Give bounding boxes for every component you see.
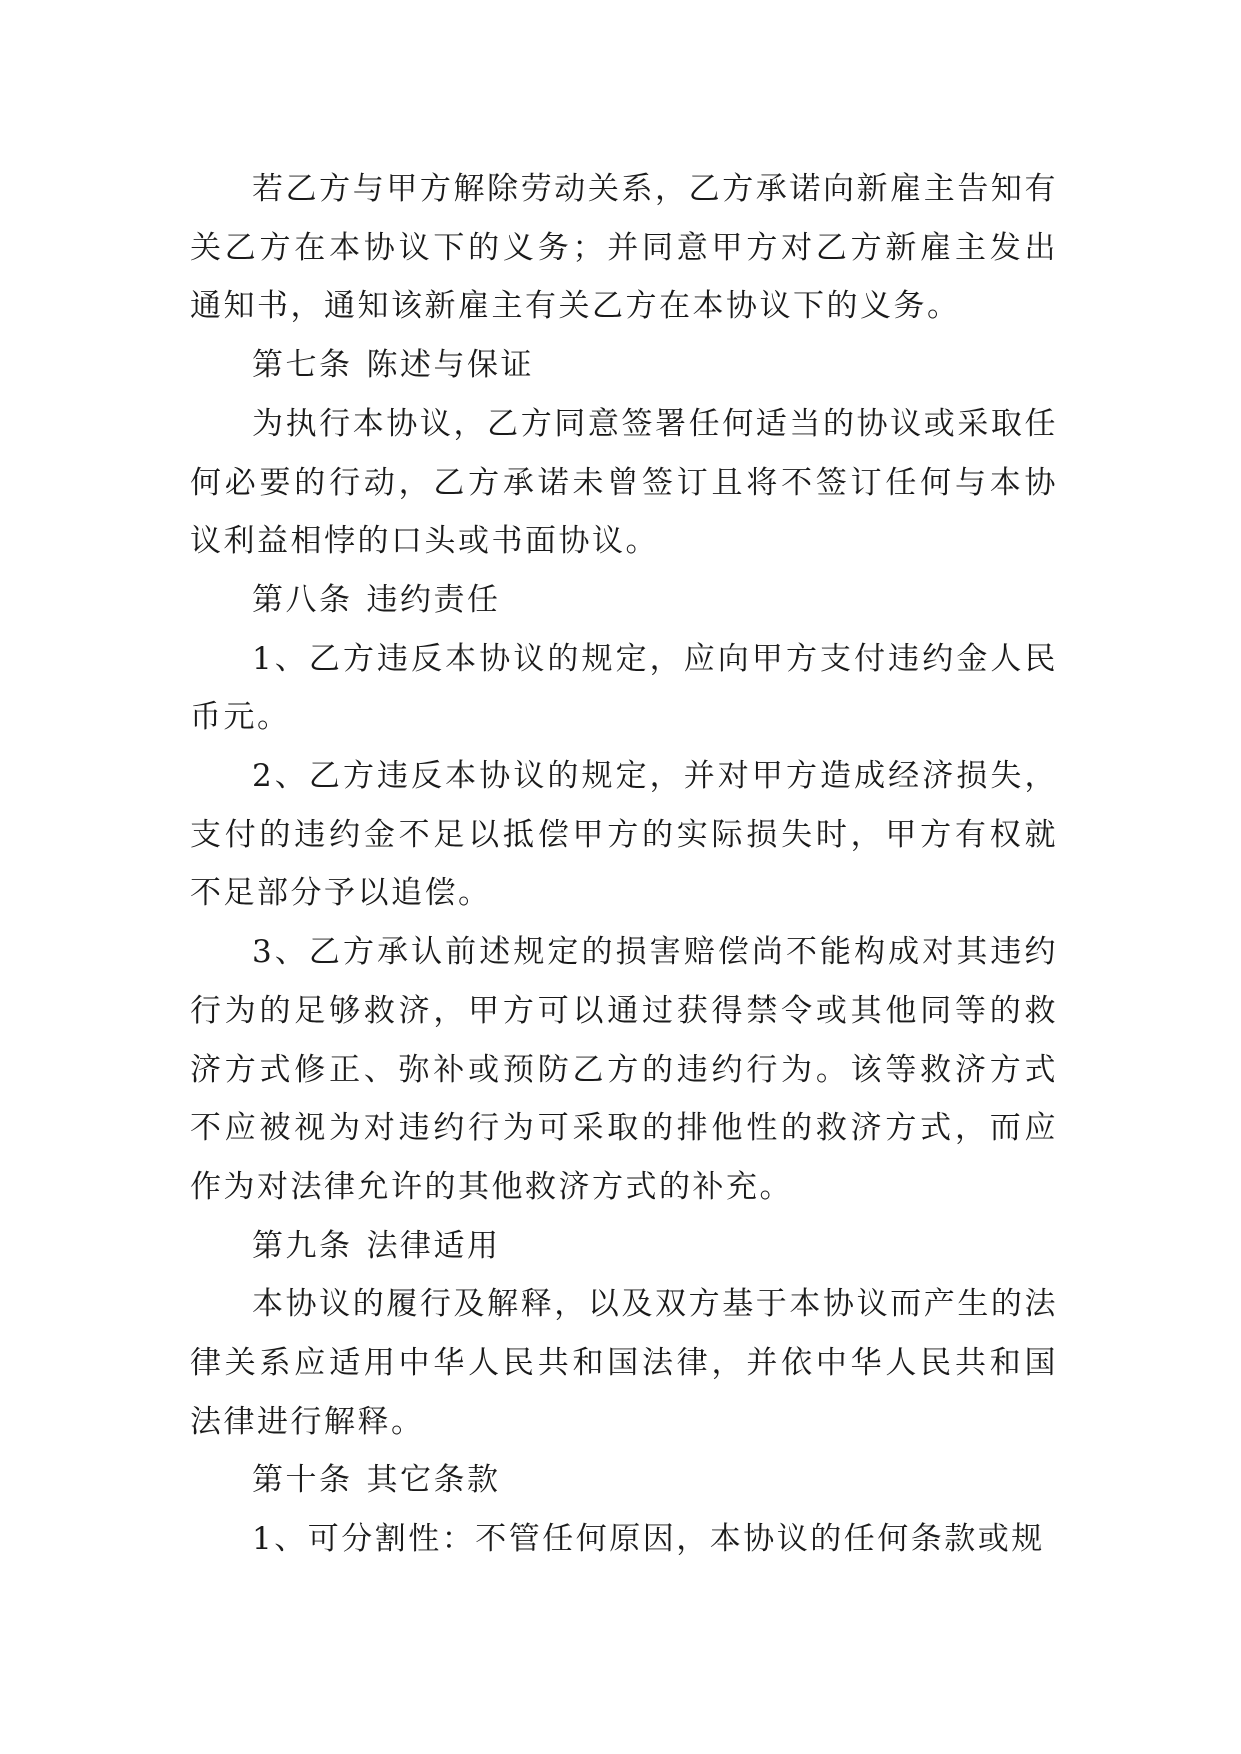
section-title: 其它条款 (366, 1462, 501, 1499)
paragraph: 1、可分割性：不管任何原因，本协议的任何条款或规 (252, 1521, 1045, 1558)
document-body (190, 160, 1058, 1569)
paragraph: 若乙方与甲方解除劳动关系，乙方承诺向新雇主告知有关乙方在本协议下的义务；并同意甲方对乙方新雇主发出通知书，通知该新雇主有关乙方在本协议下的义务。 (190, 171, 1058, 325)
section-number: 第十条 (252, 1462, 353, 1499)
paragraph: 2、乙方违反本协议的规定，并对甲方造成经济损失，支付的违约金不足以抵偿甲方的实际损失时，甲方有权就不足部分予以追偿。 (190, 758, 1058, 912)
paragraph: 为执行本协议，乙方同意签署任何适当的协议或采取任何必要的行动，乙方承诺未曾签订且将不签订任何与本协议利益相悖的口头或书面协议。 (190, 405, 1058, 560)
section-title: 法律适用 (366, 1227, 501, 1264)
section-heading (190, 336, 1058, 395)
section-number: 第九条 (252, 1227, 353, 1264)
section-number: 第七条 (252, 347, 353, 384)
section-number: 第八条 (252, 581, 353, 618)
section-heading (190, 571, 1058, 630)
section-heading (190, 1451, 1058, 1510)
section-title: 违约责任 (366, 581, 501, 618)
section-heading (190, 1217, 1058, 1276)
paragraph: 本协议的履行及解释，以及双方基于本协议而产生的法律关系应适用中华人民共和国法律，并依中华人民共和国法律进行解释。 (190, 1286, 1058, 1440)
paragraph: 3、乙方承认前述规定的损害赔偿尚不能构成对其违约行为的足够救济，甲方可以通过获得禁令或其他同等的救济方式修正、弥补或预防乙方的违约行为。该等救济方式不应被视为对违约行为可采取的排他性的救济方式，而应作为对法律允许的其他救济方式的补充。 (190, 934, 1058, 1205)
paragraph: 1、乙方违反本协议的规定，应向甲方支付违约金人民币元。 (190, 640, 1058, 736)
section-title: 陈述与保证 (366, 347, 534, 384)
